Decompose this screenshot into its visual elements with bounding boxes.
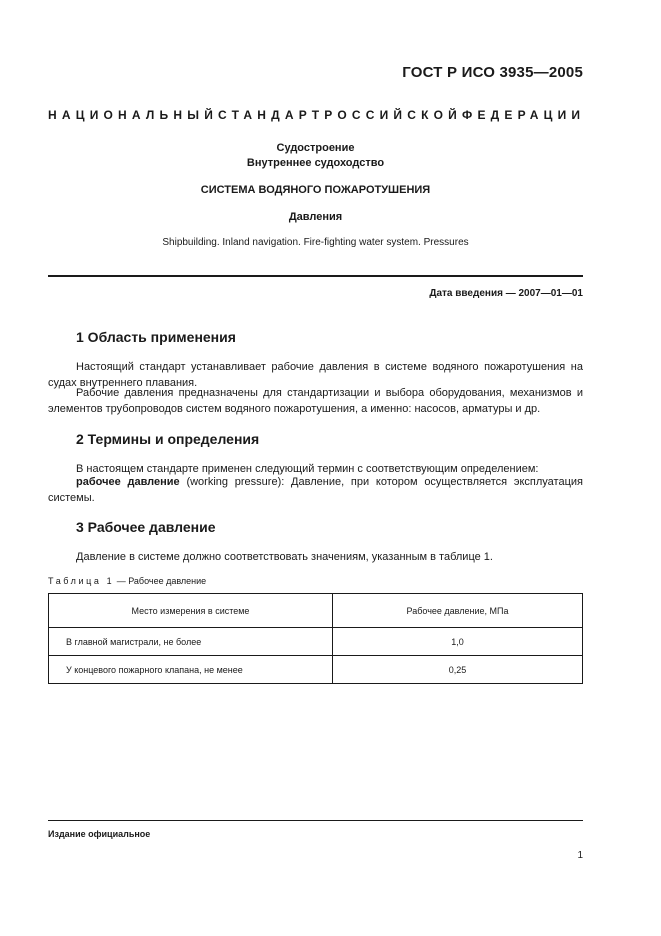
- paragraph-text: Настоящий стандарт устанавливает рабочие давления в системе водяного пожаротушения на судах внутреннего плавания.: [48, 361, 583, 389]
- table-caption: [48, 576, 206, 586]
- section-2-heading: 2 Термины и определения: [76, 431, 260, 447]
- document-code: ГОСТ Р ИСО 3935—2005: [402, 64, 583, 81]
- banner-word: СТАНДАРТ: [218, 108, 325, 122]
- section-3-paragraph-1: [48, 549, 583, 565]
- section-1-heading: 1 Область применения: [76, 329, 236, 345]
- table-row: [49, 628, 583, 656]
- section-1-paragraph-2: [48, 385, 583, 417]
- table-cell: У концевого пожарного клапана, не менее: [49, 656, 333, 684]
- english-title: Shipbuilding. Inland navigation. Fire-fighting water system. Pressures: [162, 237, 469, 248]
- section-2-term-definition: [48, 474, 583, 506]
- term: рабочее давление: [76, 476, 180, 488]
- banner-word: ФЕДЕРАЦИИ: [462, 108, 586, 122]
- introduction-date-value: — 2007—01—01: [505, 288, 583, 299]
- paragraph-text: Рабочие давления предназначены для стандартизации и выбора оборудования, механизмов и элементов трубопроводов систем водяного пожаротушения, а именно: насосов, арматуры и др.: [48, 387, 583, 415]
- paragraph-text: В настоящем стандарте применен следующий термин с соответствующим определением:: [76, 463, 539, 475]
- banner-word: НАЦИОНАЛЬНЫЙ: [48, 108, 219, 122]
- table-cell: 0,25: [333, 656, 583, 684]
- banner-word: РОССИЙСКОЙ: [324, 108, 463, 122]
- page-number: 1: [577, 850, 583, 861]
- official-edition-note: Издание официальное: [48, 829, 151, 839]
- table-header-row: [49, 594, 583, 628]
- subject-line-2: Внутреннее судоходство: [246, 157, 385, 169]
- table-cell: 1,0: [333, 628, 583, 656]
- term-definition: (working pressure): Давление, при котором осуществляется эксплуатация системы.: [48, 476, 583, 504]
- footer-divider: [48, 820, 583, 821]
- title-divider: [48, 275, 583, 277]
- table-header-cell: Место измерения в системе: [49, 594, 333, 628]
- table-cell: В главной магистрали, не более: [49, 628, 333, 656]
- table-row: [49, 656, 583, 684]
- introduction-date-label: Дата введения: [429, 288, 503, 299]
- paragraph-text: Давление в системе должно соответствовать значениям, указанным в таблице 1.: [76, 551, 493, 563]
- introduction-date: [429, 288, 583, 299]
- pressure-table: [48, 593, 583, 684]
- table-header-cell: Рабочее давление, МПа: [333, 594, 583, 628]
- table-caption-number: Таблица 1: [48, 576, 115, 586]
- subject-line-1: Судостроение: [276, 142, 355, 154]
- table-caption-title: — Рабочее давление: [114, 576, 207, 586]
- section-3-heading: 3 Рабочее давление: [76, 519, 216, 535]
- document-title: СИСТЕМА ВОДЯНОГО ПОЖАРОТУШЕНИЯ: [200, 184, 431, 196]
- document-subtitle: Давления: [288, 211, 343, 223]
- national-standard-banner: [48, 108, 586, 122]
